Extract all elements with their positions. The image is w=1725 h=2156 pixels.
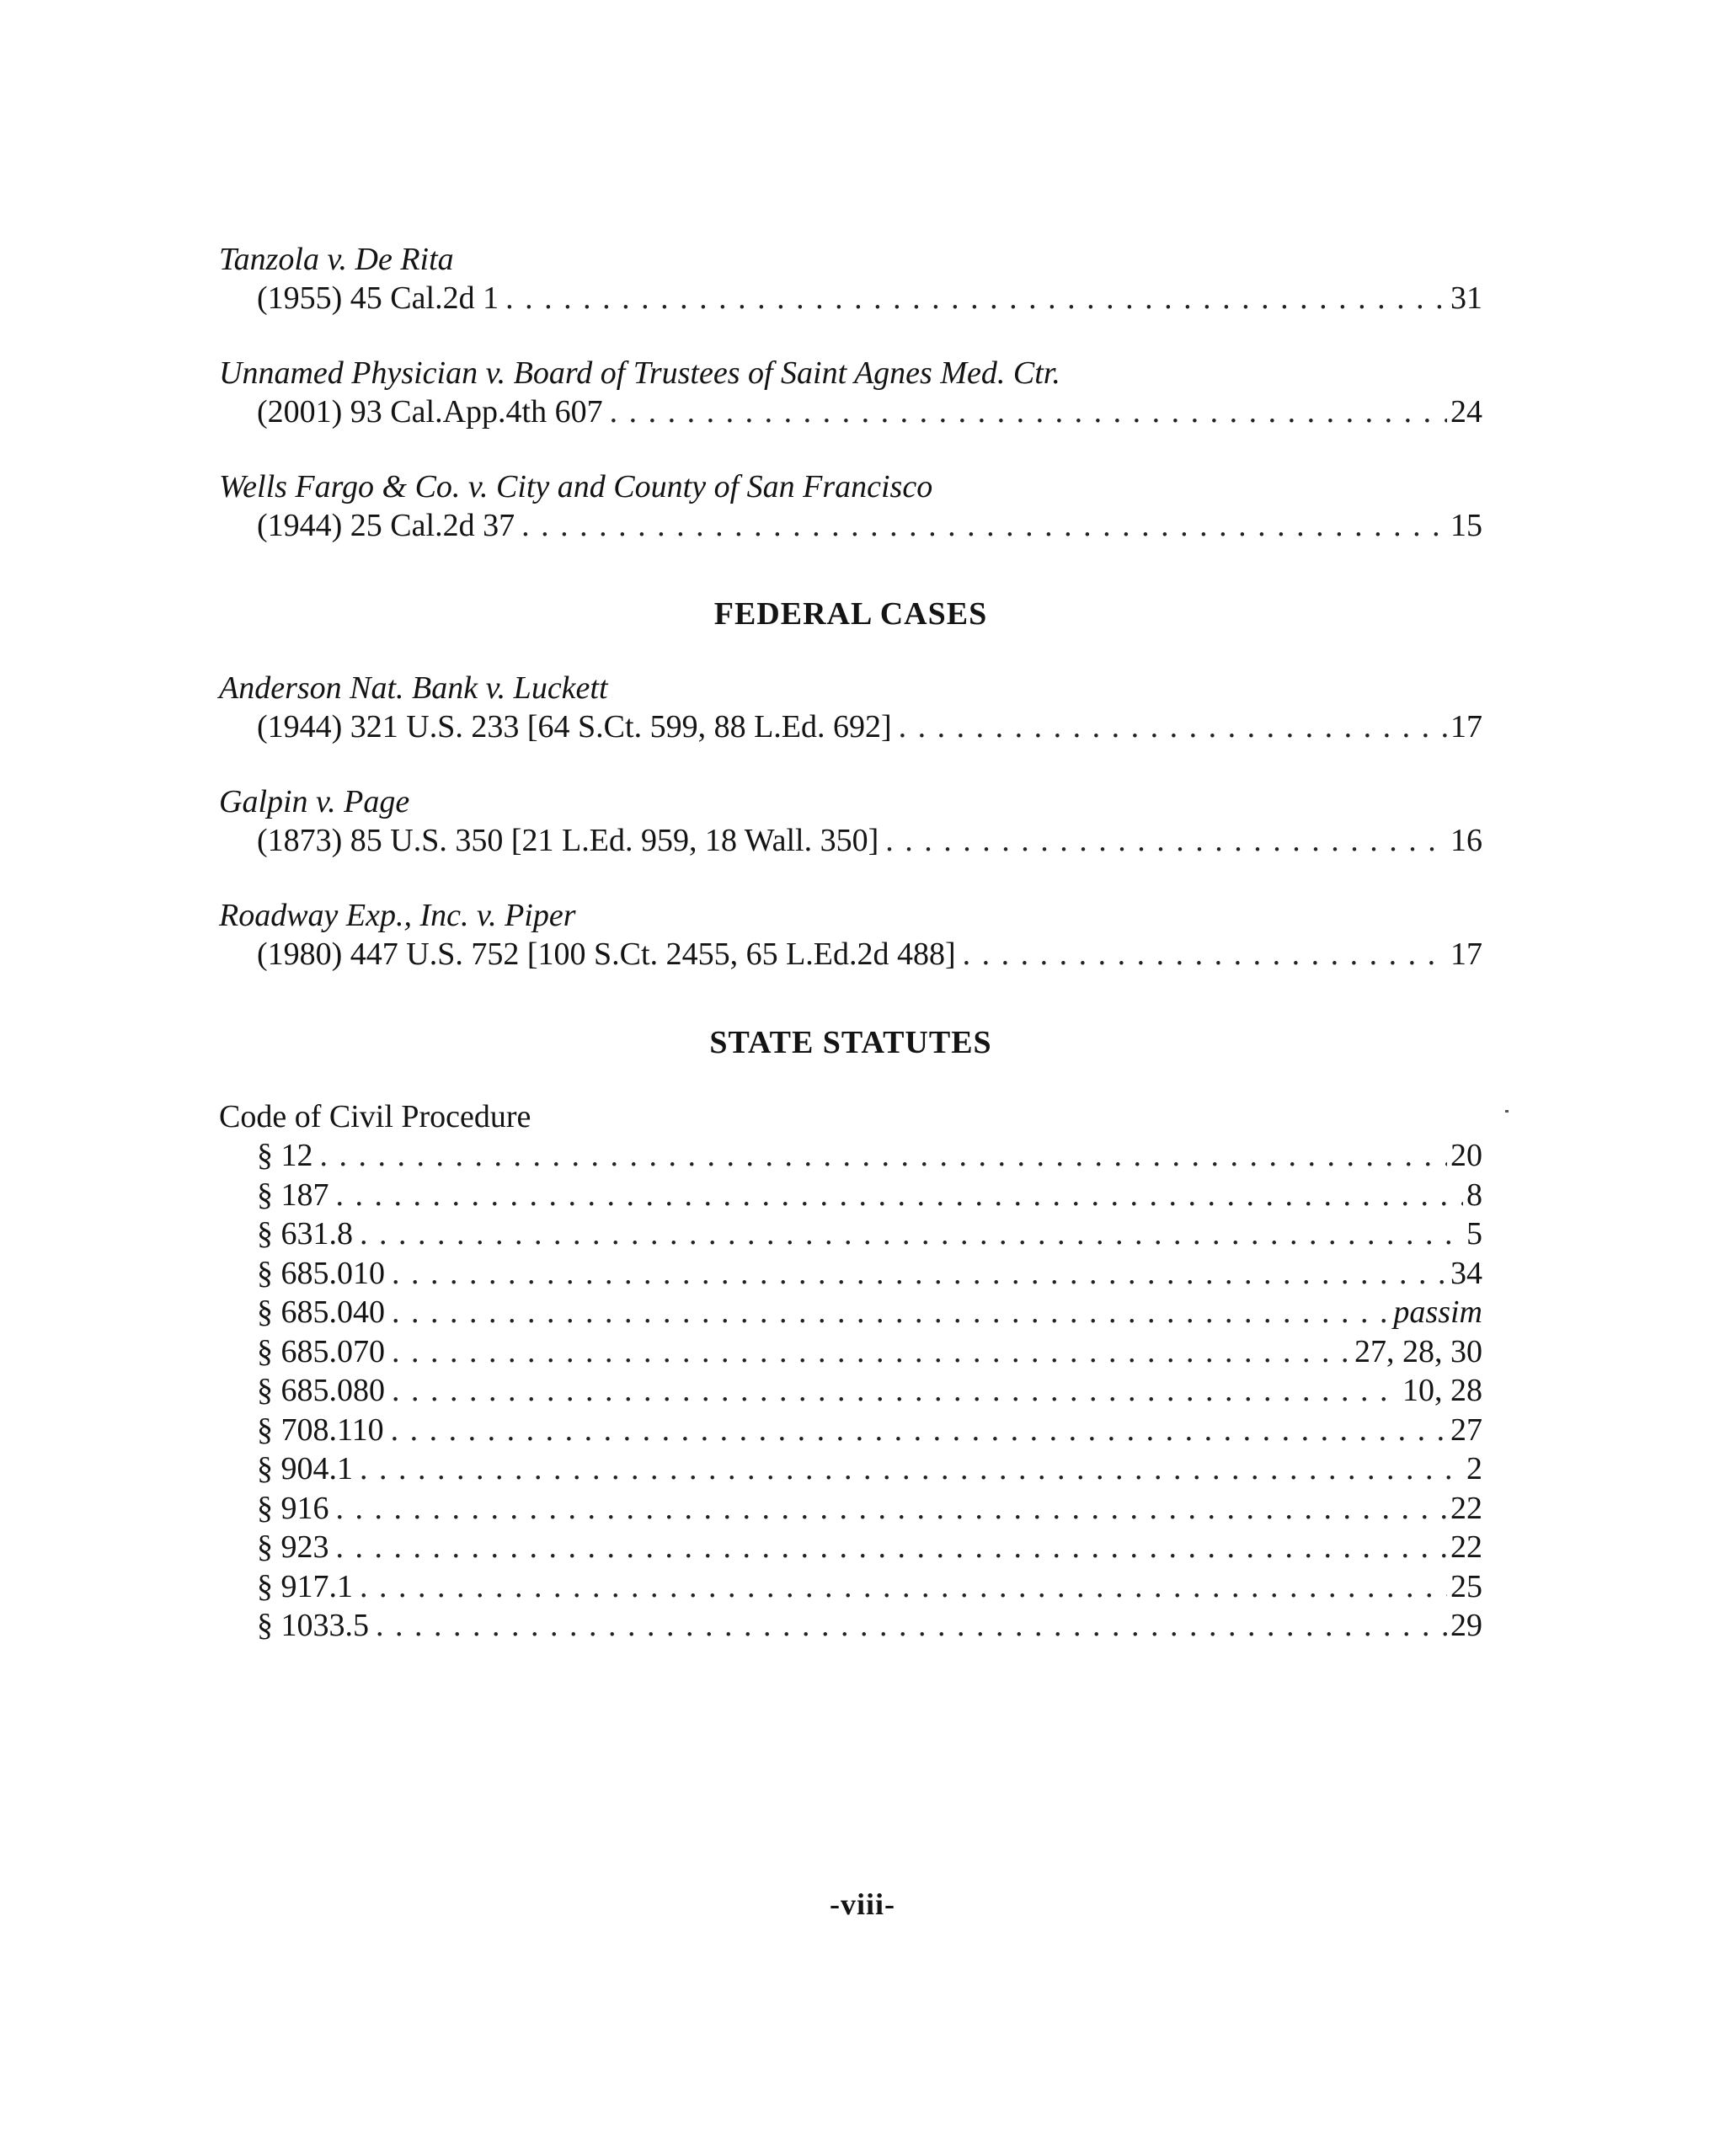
statute-row: [219, 1567, 1482, 1607]
page-reference: 17: [1450, 709, 1482, 744]
dot-leader: [392, 1371, 1399, 1411]
statute-section: § 685.070: [257, 1333, 385, 1369]
statute-row: [219, 1293, 1482, 1332]
page-reference: 20: [1450, 1138, 1482, 1173]
statute-row: [219, 1371, 1482, 1411]
page-reference: 22: [1450, 1529, 1482, 1565]
citation: (1955) 45 Cal.2d 1: [257, 280, 499, 316]
statute-section: § 685.080: [257, 1373, 385, 1408]
page-reference: 5: [1466, 1216, 1482, 1251]
statute-section: § 923: [257, 1529, 329, 1565]
statute-row: [219, 1332, 1482, 1372]
statute-section: § 708.110: [257, 1412, 384, 1448]
citation-row: [219, 935, 1482, 974]
case-entry: [219, 240, 1482, 318]
case-entry: [219, 782, 1482, 860]
statute-section: § 904.1: [257, 1451, 353, 1486]
page-reference: 8: [1466, 1177, 1482, 1213]
citation: (1873) 85 U.S. 350 [21 L.Ed. 959, 18 Wall. 350]: [257, 823, 879, 858]
page-reference: 22: [1450, 1490, 1482, 1526]
page-reference: 17: [1450, 937, 1482, 972]
case-name: Tanzola v. De Rita: [219, 242, 454, 277]
case-name: Anderson Nat. Bank v. Luckett: [219, 670, 608, 706]
dot-leader: [336, 1489, 1448, 1529]
case-name: Roadway Exp., Inc. v. Piper: [219, 898, 576, 933]
dot-leader: [505, 279, 1447, 318]
page-reference: 27, 28, 30: [1354, 1333, 1482, 1369]
dot-leader: [391, 1411, 1447, 1450]
citation-row: [219, 279, 1482, 318]
case-entry: [219, 669, 1482, 746]
citation-row: [219, 506, 1482, 545]
statute-row: [219, 1176, 1482, 1215]
statute-section: § 12: [257, 1138, 313, 1173]
statute-row: [219, 1606, 1482, 1646]
page-reference: 27: [1450, 1412, 1482, 1448]
statute-section: § 685.040: [257, 1294, 385, 1330]
statute-row: [219, 1528, 1482, 1567]
dot-leader: [360, 1567, 1447, 1607]
page-reference: 29: [1450, 1608, 1482, 1643]
page-number: -viii-: [830, 1887, 895, 1921]
state-statutes-heading: STATE STATUTES: [709, 1025, 992, 1060]
dot-leader: [899, 707, 1447, 746]
dot-leader: [336, 1528, 1448, 1567]
scan-speck: [1505, 1110, 1509, 1113]
dot-leader: [392, 1332, 1351, 1372]
dot-leader: [392, 1293, 1390, 1332]
citation-row: [219, 821, 1482, 860]
case-name: Unnamed Physician v. Board of Trustees of Saint Agnes Med. Ctr.: [219, 355, 1060, 391]
case-entry: [219, 354, 1482, 431]
statute-row: [219, 1449, 1482, 1489]
citation: (1980) 447 U.S. 752 [100 S.Ct. 2455, 65 L.Ed.2d 488]: [257, 937, 956, 972]
dot-leader: [320, 1136, 1448, 1176]
page-reference: passim: [1393, 1294, 1482, 1330]
statute-section: § 631.8: [257, 1216, 353, 1251]
page-reference: 34: [1450, 1255, 1482, 1291]
citation-row: [219, 707, 1482, 746]
dot-leader: [521, 506, 1447, 545]
citation: (1944) 25 Cal.2d 37: [257, 508, 515, 543]
statute-section: § 187: [257, 1177, 329, 1213]
statute-section: § 685.010: [257, 1255, 385, 1291]
statute-row: [219, 1254, 1482, 1294]
dot-leader: [360, 1214, 1463, 1254]
page-reference: 10, 28: [1402, 1373, 1482, 1408]
citation-row: [219, 392, 1482, 431]
citation: (2001) 93 Cal.App.4th 607: [257, 394, 603, 430]
page-reference: 24: [1450, 394, 1482, 430]
dot-leader: [392, 1254, 1447, 1294]
page-reference: 2: [1466, 1451, 1482, 1486]
statute-row: [219, 1489, 1482, 1529]
statute-section: § 916: [257, 1490, 329, 1526]
citation: (1944) 321 U.S. 233 [64 S.Ct. 599, 88 L.Ed. 692]: [257, 709, 892, 744]
federal-cases-heading: FEDERAL CASES: [713, 596, 988, 632]
case-entry: [219, 896, 1482, 974]
case-entry: [219, 467, 1482, 545]
statute-section: § 917.1: [257, 1568, 353, 1604]
dot-leader: [336, 1176, 1464, 1215]
statute-section: § 1033.5: [257, 1608, 369, 1643]
statute-row: [219, 1136, 1482, 1176]
table-of-authorities: [219, 240, 1482, 1646]
page-reference: 31: [1450, 280, 1482, 316]
case-name: Wells Fargo & Co. v. City and County of San Francisco: [219, 469, 933, 504]
dot-leader: [376, 1606, 1447, 1646]
page-reference: 25: [1450, 1568, 1482, 1604]
code-title: Code of Civil Procedure: [219, 1099, 531, 1134]
page-reference: 15: [1450, 508, 1482, 543]
dot-leader: [360, 1449, 1463, 1489]
dot-leader: [885, 821, 1447, 860]
dot-leader: [610, 392, 1447, 431]
statute-row: [219, 1214, 1482, 1254]
dot-leader: [963, 935, 1447, 974]
statute-row: [219, 1411, 1482, 1450]
case-name: Galpin v. Page: [219, 784, 410, 819]
page-reference: 16: [1450, 823, 1482, 858]
